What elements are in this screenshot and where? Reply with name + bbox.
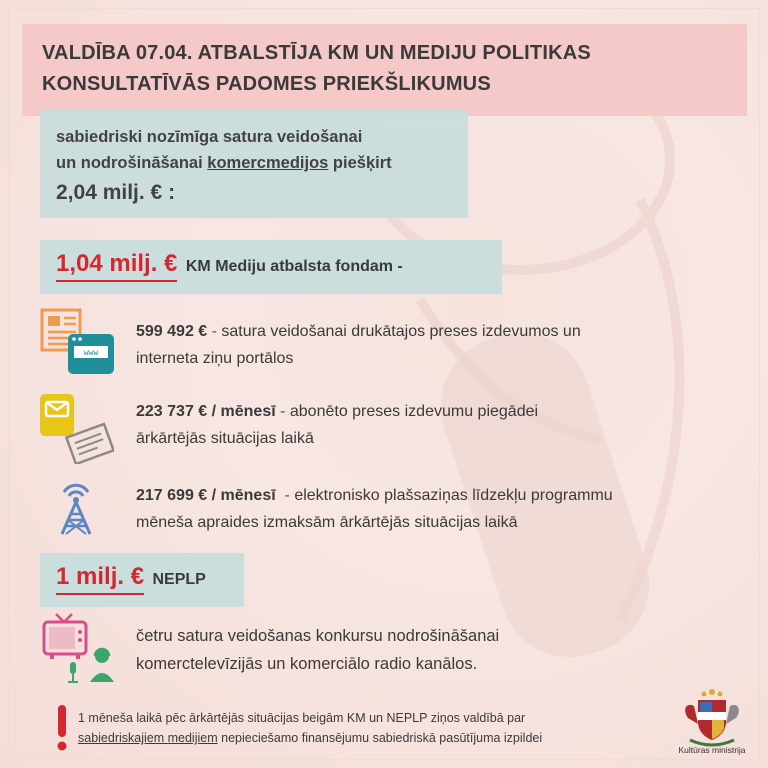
ministry-coat-of-arms-logo (676, 684, 748, 754)
footnote (78, 708, 638, 748)
item-2-separator: - (275, 403, 290, 420)
neplp-bar (40, 553, 244, 607)
item-3-text-1: elektronisko plašsaziņas līdzekļu programmu (294, 487, 613, 504)
km-fund-bar (40, 240, 502, 294)
item-subscription-delivery (136, 398, 736, 452)
item-2-amount: 223 737 € / mēnesī (136, 403, 276, 420)
km-fund-amount: 1,04 milj. € (56, 250, 177, 282)
neplp-text-line-2: komerctelevīzijās un komerciālo radio kanālos. (136, 655, 478, 673)
ministry-logo-label: Kultūras ministrija (678, 745, 746, 755)
item-2-text-2: ārkārtējās situācijas laikā (136, 430, 314, 447)
item-1-text-1: satura veidošanai drukātajos preses izdevumos un (221, 323, 581, 340)
item-electronic-media (136, 482, 736, 536)
intro-line-2-prefix: un nodrošināšanai (56, 154, 208, 172)
item-1-line-1 (136, 318, 736, 345)
neplp-label: NEPLP (152, 571, 206, 588)
intro-line-1: sabiedriski nozīmīga satura veidošanai (56, 128, 363, 146)
footnote-line-2-suffix: nepieciešamo finansējumu sabiedriskā pasūtījuma izpildei (217, 731, 543, 745)
footnote-line-2 (78, 728, 638, 748)
item-3-amount: 217 699 € / mēnesī (136, 487, 276, 504)
intro-total-amount: 2,04 milj. € : (56, 181, 176, 204)
intro-link-komercmedijos: komercmedijos (207, 154, 329, 172)
mailbox-newspaper-icon (38, 392, 114, 464)
footnote-link-public-media: sabiedriskajiem medijiem (78, 731, 218, 745)
item-1-amount: 599 492 € (136, 323, 208, 340)
item-2-line-1 (136, 398, 736, 425)
intro-line-2 (56, 150, 468, 176)
intro-line-2-suffix: piešķirt (328, 154, 392, 172)
headline-banner (22, 24, 747, 116)
item-3-line-1 (136, 482, 736, 509)
item-1-separator: - (207, 323, 222, 340)
intro-box (40, 110, 468, 218)
broadcast-tower-icon (54, 478, 98, 536)
footnote-line-1: 1 mēneša laikā pēc ārkārtējās situācijas beigām KM un NEPLP ziņos valdībā par (78, 711, 526, 725)
exclamation-icon (55, 705, 69, 751)
km-fund-label: KM Mediju atbalsta fondam - (185, 258, 403, 275)
neplp-description (136, 622, 696, 678)
neplp-text-line-1: četru satura veidošanas konkursu nodrošināšanai (136, 627, 500, 645)
headline-line-2: KONSULTATĪVĀS PADOMES PRIEKŠLIKUMUS (42, 73, 491, 95)
item-2-text-1: abonēto preses izdevumu piegādei (289, 403, 539, 420)
item-3-text-2: mēneša apraides izmaksām ārkārtējās situācijas laikā (136, 514, 518, 531)
tv-radio-icon (40, 612, 120, 688)
item-print-media (136, 318, 736, 372)
item-3-separator: - (275, 487, 295, 504)
item-1-text-2: interneta ziņu portālos (136, 350, 294, 367)
headline-line-1: VALDĪBA 07.04. ATBALSTĪJA KM UN MEDIJU POLITIKAS (42, 42, 591, 64)
neplp-amount: 1 milj. € (56, 563, 144, 595)
newspaper-website-icon (40, 308, 116, 376)
svg-text:www: www (83, 348, 99, 357)
